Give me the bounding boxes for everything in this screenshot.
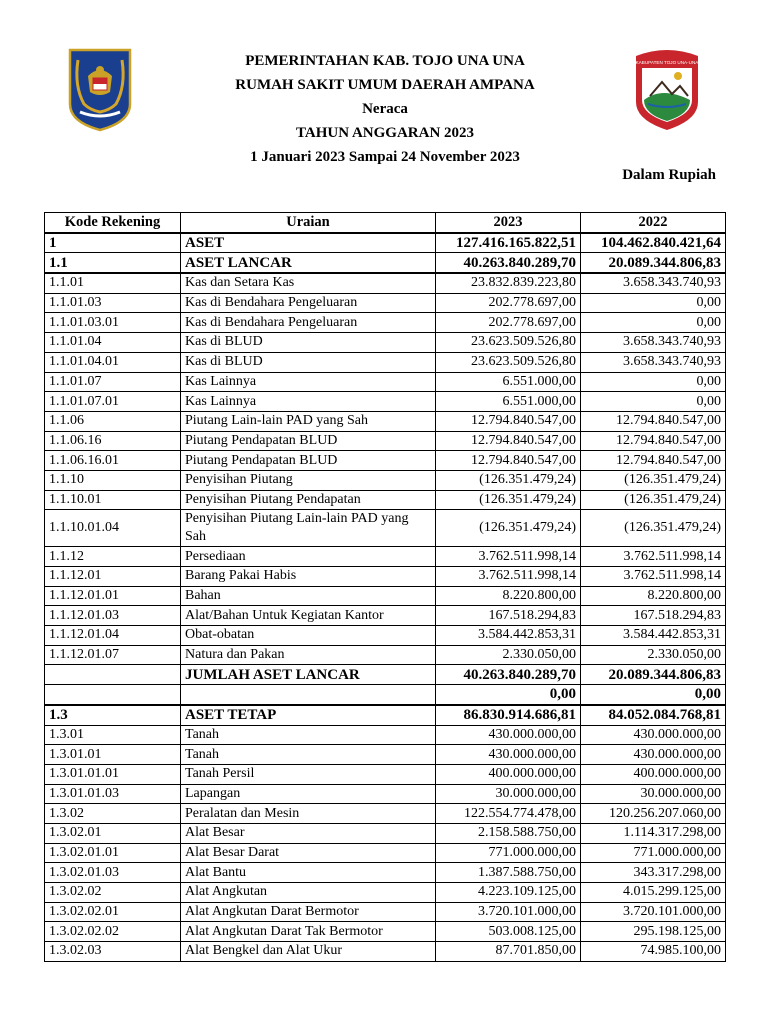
table-row xyxy=(45,764,726,784)
cell-value-2023: 430.000.000,00 xyxy=(436,745,581,765)
cell-value-2023: (126.351.479,24) xyxy=(436,510,581,547)
cell-account-code: 1.3.02.01 xyxy=(45,823,181,843)
cell-description: Tanah xyxy=(181,745,436,765)
table-row xyxy=(45,823,726,843)
cell-value-2023: 23.832.839.223,80 xyxy=(436,273,581,293)
cell-value-2022: 20.089.344.806,83 xyxy=(581,665,726,685)
cell-description: Alat Bantu xyxy=(181,863,436,883)
cell-value-2023: 122.554.774.478,00 xyxy=(436,804,581,824)
cell-value-2023: 8.220.800,00 xyxy=(436,586,581,606)
cell-value-2023: 23.623.509.526,80 xyxy=(436,352,581,372)
cell-account-code: 1.3 xyxy=(45,705,181,725)
cell-account-code: 1.3.02.03 xyxy=(45,942,181,962)
table-header-row xyxy=(45,213,726,233)
table-row xyxy=(45,547,726,567)
header-government: PEMERINTAHAN KAB. TOJO UNA UNA xyxy=(245,53,525,69)
table-row xyxy=(45,922,726,942)
cell-description: Alat Besar Darat xyxy=(181,843,436,863)
cell-description: Piutang Pendapatan BLUD xyxy=(181,431,436,451)
table-row xyxy=(45,685,726,705)
cell-value-2022: 3.720.101.000,00 xyxy=(581,902,726,922)
cell-account-code: 1.1.12.01 xyxy=(45,567,181,587)
cell-value-2022: 120.256.207.060,00 xyxy=(581,804,726,824)
cell-value-2023: 1.387.588.750,00 xyxy=(436,863,581,883)
cell-description: Penyisihan Piutang xyxy=(181,470,436,490)
column-header-2022: 2022 xyxy=(581,213,726,233)
cell-value-2023: 6.551.000,00 xyxy=(436,372,581,392)
cell-value-2022: 3.658.343.740,93 xyxy=(581,273,726,293)
currency-note: Dalam Rupiah xyxy=(622,167,716,183)
column-header-2023: 2023 xyxy=(436,213,581,233)
header-fiscal-year: TAHUN ANGGARAN 2023 xyxy=(295,125,475,141)
cell-value-2022: 0,00 xyxy=(581,313,726,333)
cell-value-2022: (126.351.479,24) xyxy=(581,510,726,547)
cell-description: Piutang Lain-lain PAD yang Sah xyxy=(181,411,436,431)
table-row xyxy=(45,470,726,490)
cell-account-code: 1.1.12.01.07 xyxy=(45,645,181,665)
cell-account-code: 1.1.01.04.01 xyxy=(45,352,181,372)
cell-value-2022: 0,00 xyxy=(581,685,726,705)
cell-value-2023: 23.623.509.526,80 xyxy=(436,333,581,353)
cell-value-2022: 30.000.000,00 xyxy=(581,784,726,804)
cell-description: Barang Pakai Habis xyxy=(181,567,436,587)
table-row xyxy=(45,942,726,962)
cell-account-code: 1.3.02.02 xyxy=(45,883,181,903)
cell-value-2023: 12.794.840.547,00 xyxy=(436,431,581,451)
cell-description: Alat Bengkel dan Alat Ukur xyxy=(181,942,436,962)
cell-description: Alat Angkutan Darat Bermotor xyxy=(181,902,436,922)
cell-description: Persediaan xyxy=(181,547,436,567)
cell-account-code: 1.3.01.01.01 xyxy=(45,764,181,784)
cell-account-code: 1.3.02.01.01 xyxy=(45,843,181,863)
table-row xyxy=(45,490,726,510)
table-row xyxy=(45,352,726,372)
cell-account-code: 1.3.02.01.03 xyxy=(45,863,181,883)
cell-account-code xyxy=(45,685,181,705)
table-row xyxy=(45,902,726,922)
cell-description: Peralatan dan Mesin xyxy=(181,804,436,824)
cell-account-code: 1.1.01.04 xyxy=(45,333,181,353)
cell-value-2023: 2.330.050,00 xyxy=(436,645,581,665)
cell-value-2023: 86.830.914.686,81 xyxy=(436,705,581,725)
cell-account-code: 1.1.01.03.01 xyxy=(45,313,181,333)
cell-value-2022: 3.658.343.740,93 xyxy=(581,333,726,353)
cell-description: Kas di BLUD xyxy=(181,352,436,372)
cell-account-code: 1.1.06.16 xyxy=(45,431,181,451)
cell-value-2023: (126.351.479,24) xyxy=(436,470,581,490)
cell-account-code: 1 xyxy=(45,233,181,253)
crest-ribbon-text: KABUPATEN TOJO UNA-UNA xyxy=(635,60,699,65)
cell-value-2023: 0,00 xyxy=(436,685,581,705)
table-row xyxy=(45,392,726,412)
cell-account-code: 1.3.02.02.02 xyxy=(45,922,181,942)
cell-value-2023: 3.584.442.853,31 xyxy=(436,626,581,646)
cell-account-code: 1.3.01.01.03 xyxy=(45,784,181,804)
cell-account-code: 1.1 xyxy=(45,253,181,273)
cell-value-2022: 430.000.000,00 xyxy=(581,745,726,765)
cell-value-2023: 87.701.850,00 xyxy=(436,942,581,962)
column-header-code: Kode Rekening xyxy=(45,213,181,233)
cell-value-2023: 202.778.697,00 xyxy=(436,313,581,333)
table-row xyxy=(45,784,726,804)
cell-value-2023: 400.000.000,00 xyxy=(436,764,581,784)
cell-account-code: 1.1.06 xyxy=(45,411,181,431)
document-header xyxy=(150,49,620,169)
cell-account-code: 1.1.12.01.01 xyxy=(45,586,181,606)
cell-description: JUMLAH ASET LANCAR xyxy=(181,665,436,685)
cell-value-2022: 3.762.511.998,14 xyxy=(581,547,726,567)
cell-value-2023: 3.720.101.000,00 xyxy=(436,902,581,922)
cell-value-2022: 0,00 xyxy=(581,293,726,313)
header-period: 1 Januari 2023 Sampai 24 November 2023 xyxy=(250,149,520,165)
cell-value-2022: 295.198.125,00 xyxy=(581,922,726,942)
cell-description: ASET xyxy=(181,233,436,253)
garuda-emblem-logo xyxy=(66,46,134,132)
cell-value-2022: (126.351.479,24) xyxy=(581,490,726,510)
cell-description: Kas dan Setara Kas xyxy=(181,273,436,293)
cell-description: Obat-obatan xyxy=(181,626,436,646)
cell-description: Bahan xyxy=(181,586,436,606)
cell-value-2022: 167.518.294,83 xyxy=(581,606,726,626)
cell-description: Alat Angkutan xyxy=(181,883,436,903)
cell-value-2023: (126.351.479,24) xyxy=(436,490,581,510)
table-row xyxy=(45,510,726,547)
cell-value-2022: 3.762.511.998,14 xyxy=(581,567,726,587)
cell-value-2022: 8.220.800,00 xyxy=(581,586,726,606)
cell-value-2023: 3.762.511.998,14 xyxy=(436,547,581,567)
cell-description: Penyisihan Piutang Lain-lain PAD yang Sah xyxy=(181,510,436,547)
cell-value-2023: 167.518.294,83 xyxy=(436,606,581,626)
cell-account-code: 1.1.12 xyxy=(45,547,181,567)
cell-description: Penyisihan Piutang Pendapatan xyxy=(181,490,436,510)
cell-account-code: 1.1.01.07 xyxy=(45,372,181,392)
cell-value-2022: 2.330.050,00 xyxy=(581,645,726,665)
table-row xyxy=(45,567,726,587)
cell-account-code: 1.1.10 xyxy=(45,470,181,490)
table-row xyxy=(45,333,726,353)
cell-account-code: 1.1.12.01.03 xyxy=(45,606,181,626)
table-row xyxy=(45,313,726,333)
cell-value-2022: 400.000.000,00 xyxy=(581,764,726,784)
cell-value-2022: (126.351.479,24) xyxy=(581,470,726,490)
cell-description: Lapangan xyxy=(181,784,436,804)
table-row xyxy=(45,233,726,253)
cell-account-code: 1.1.06.16.01 xyxy=(45,451,181,471)
table-row xyxy=(45,586,726,606)
cell-description: ASET TETAP xyxy=(181,705,436,725)
table-row xyxy=(45,411,726,431)
cell-value-2023: 127.416.165.822,51 xyxy=(436,233,581,253)
cell-description: Alat Besar xyxy=(181,823,436,843)
cell-description: Alat Angkutan Darat Tak Bermotor xyxy=(181,922,436,942)
table-row xyxy=(45,745,726,765)
column-header-description: Uraian xyxy=(181,213,436,233)
cell-value-2022: 74.985.100,00 xyxy=(581,942,726,962)
table-row xyxy=(45,451,726,471)
table-row xyxy=(45,606,726,626)
cell-value-2022: 84.052.084.768,81 xyxy=(581,705,726,725)
cell-value-2023: 4.223.109.125,00 xyxy=(436,883,581,903)
cell-value-2023: 202.778.697,00 xyxy=(436,293,581,313)
cell-account-code: 1.1.01.07.01 xyxy=(45,392,181,412)
cell-value-2023: 2.158.588.750,00 xyxy=(436,823,581,843)
cell-value-2022: 0,00 xyxy=(581,372,726,392)
header-report-name: Neraca xyxy=(362,101,408,117)
table-row xyxy=(45,253,726,273)
regency-crest-logo xyxy=(632,46,702,132)
cell-description: Piutang Pendapatan BLUD xyxy=(181,451,436,471)
cell-description: Alat/Bahan Untuk Kegiatan Kantor xyxy=(181,606,436,626)
cell-description: Kas Lainnya xyxy=(181,372,436,392)
table-row xyxy=(45,804,726,824)
table-row xyxy=(45,273,726,293)
cell-value-2022: 0,00 xyxy=(581,392,726,412)
cell-value-2022: 12.794.840.547,00 xyxy=(581,431,726,451)
cell-account-code: 1.1.12.01.04 xyxy=(45,626,181,646)
cell-value-2023: 503.008.125,00 xyxy=(436,922,581,942)
cell-value-2023: 40.263.840.289,70 xyxy=(436,253,581,273)
cell-value-2023: 6.551.000,00 xyxy=(436,392,581,412)
cell-account-code: 1.3.01.01 xyxy=(45,745,181,765)
table-row xyxy=(45,431,726,451)
cell-value-2022: 4.015.299.125,00 xyxy=(581,883,726,903)
cell-value-2023: 771.000.000,00 xyxy=(436,843,581,863)
cell-account-code: 1.3.02 xyxy=(45,804,181,824)
cell-description: Kas di Bendahara Pengeluaran xyxy=(181,293,436,313)
balance-sheet-table xyxy=(44,212,726,962)
cell-value-2023: 3.762.511.998,14 xyxy=(436,567,581,587)
cell-description: Tanah xyxy=(181,725,436,745)
table-row xyxy=(45,883,726,903)
cell-value-2022: 104.462.840.421,64 xyxy=(581,233,726,253)
table-row xyxy=(45,372,726,392)
cell-account-code: 1.3.02.02.01 xyxy=(45,902,181,922)
table-row xyxy=(45,626,726,646)
cell-description: Natura dan Pakan xyxy=(181,645,436,665)
cell-value-2022: 12.794.840.547,00 xyxy=(581,451,726,471)
table-row xyxy=(45,293,726,313)
cell-value-2022: 12.794.840.547,00 xyxy=(581,411,726,431)
cell-account-code: 1.1.01 xyxy=(45,273,181,293)
cell-value-2022: 771.000.000,00 xyxy=(581,843,726,863)
table-row xyxy=(45,843,726,863)
cell-account-code: 1.1.01.03 xyxy=(45,293,181,313)
cell-account-code: 1.3.01 xyxy=(45,725,181,745)
cell-value-2022: 1.114.317.298,00 xyxy=(581,823,726,843)
cell-account-code: 1.1.10.01 xyxy=(45,490,181,510)
cell-description: ASET LANCAR xyxy=(181,253,436,273)
cell-value-2023: 40.263.840.289,70 xyxy=(436,665,581,685)
cell-value-2023: 30.000.000,00 xyxy=(436,784,581,804)
cell-value-2022: 430.000.000,00 xyxy=(581,725,726,745)
cell-value-2023: 12.794.840.547,00 xyxy=(436,451,581,471)
cell-value-2022: 20.089.344.806,83 xyxy=(581,253,726,273)
cell-value-2023: 430.000.000,00 xyxy=(436,725,581,745)
cell-description: Tanah Persil xyxy=(181,764,436,784)
cell-account-code xyxy=(45,665,181,685)
cell-value-2023: 12.794.840.547,00 xyxy=(436,411,581,431)
table-row xyxy=(45,725,726,745)
table-row xyxy=(45,705,726,725)
cell-value-2022: 3.658.343.740,93 xyxy=(581,352,726,372)
cell-description: Kas di Bendahara Pengeluaran xyxy=(181,313,436,333)
cell-account-code: 1.1.10.01.04 xyxy=(45,510,181,547)
cell-description xyxy=(181,685,436,705)
header-hospital: RUMAH SAKIT UMUM DAERAH AMPANA xyxy=(235,77,535,93)
table-body xyxy=(45,233,726,962)
cell-description: Kas Lainnya xyxy=(181,392,436,412)
cell-value-2022: 3.584.442.853,31 xyxy=(581,626,726,646)
table-row xyxy=(45,645,726,665)
table-row xyxy=(45,665,726,685)
table-row xyxy=(45,863,726,883)
cell-value-2022: 343.317.298,00 xyxy=(581,863,726,883)
cell-description: Kas di BLUD xyxy=(181,333,436,353)
